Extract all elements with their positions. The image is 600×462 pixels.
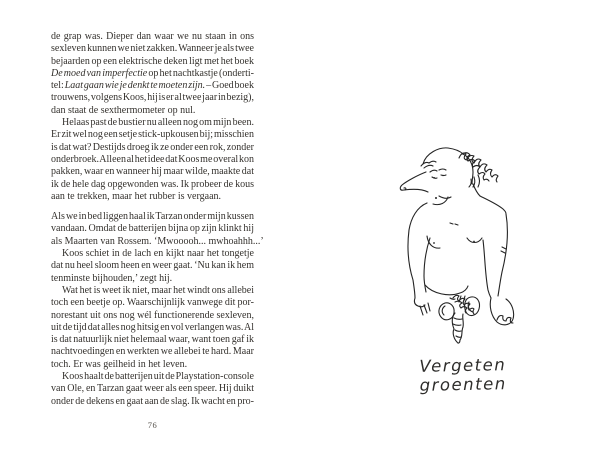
- text-line: sexleven kunnen we niet zakken. Wanneer je als twee: [51, 43, 254, 55]
- text-line: dat nu heel sloom heen en weer gaat. ‘Nu kan ik hem: [51, 260, 254, 272]
- man-with-carrot-drawing: [395, 146, 530, 346]
- right-hand: [490, 298, 513, 325]
- text-line: tel: Laat gaan wie je denkt te moeten zijn. – Goed boek: [51, 80, 254, 92]
- text-line: toch een beetje op. Waarschijnlijk vanwege dit por-: [51, 297, 254, 309]
- figure-caption: Vergeten groenten: [419, 355, 507, 395]
- text-line: van Ole, en Tarzan gaat weer als een speer. Hij duikt: [51, 383, 254, 395]
- text-line: De moed van imperfectie op het nachtkastje (onderti-: [51, 67, 254, 79]
- text-line: Koos schiet in de lach en kijkt naar het tongetje: [62, 248, 254, 260]
- right-arm: [480, 196, 506, 214]
- page-number: 76: [147, 420, 158, 430]
- left-hand: [414, 298, 430, 315]
- text-line: is dat wat? Destijds droeg ik ze onder een rok, zonder: [51, 141, 254, 153]
- text-line: Er zit wel nog een setje stick-upkousen bij; misschien: [51, 129, 254, 141]
- text-line: onder de dekens en gaat aan de slag. Ik wacht en pro-: [51, 395, 254, 407]
- text-line: tenminste bijhouden,’ zegt hij.: [51, 272, 173, 284]
- text-line: is dat natuurlijk niet helemaal waar, want toen gaf ik: [51, 334, 254, 346]
- text-line: norestant uit ons nog wél functionerende sexleven,: [51, 309, 254, 321]
- head-outline: [423, 148, 463, 164]
- text-line: de grap was. Dieper dan waar we nu staan in ons: [51, 31, 254, 42]
- left-page-text: [51, 31, 264, 408]
- text-line: toch. Er was geilheid in het leven.: [51, 358, 188, 370]
- text-line: nachtvoedingen en werkten we allebei te hard. Maar: [51, 346, 254, 358]
- text-line: Als we in bed liggen haal ik Tarzan onder mijn kussen: [51, 211, 254, 223]
- text-line: trouwens, volgens Koos, hij is er al twee jaar in bezig),: [51, 92, 254, 104]
- nose: [400, 172, 426, 190]
- text-line: Helaas past de bustier nu alleen nog om mijn been.: [62, 117, 254, 129]
- text-line: Wat het is weet ik niet, maar het windt ons allebei: [62, 284, 254, 296]
- text-line: onderbroek. Alleen al het idee dat Koos me overal kon: [51, 153, 254, 165]
- belly: [425, 285, 468, 295]
- text-line: uit de tijd dat alles nog hitsig en vol verlangen was. Al: [51, 321, 254, 333]
- text-line: ik de hele dag opgewonden was. Ik probeer de kous: [51, 178, 254, 190]
- text-line: dan staat de sexthermometer op nul.: [51, 104, 196, 116]
- text-line: Koos haalt de batterijen uit de Playstation-console: [62, 371, 254, 383]
- text-line: als Maarten van Rossem. ‘Mwooooh... mwhoahhh...’: [51, 235, 264, 247]
- text-line: vandaan. Omdat de batterijen bijna op zijn klinkt hij: [51, 223, 254, 235]
- text-line: pakken, waar en wanneer hij maar wilde, maakte dat: [51, 166, 254, 178]
- bulb-right: [465, 297, 480, 316]
- eyes: [430, 169, 446, 178]
- text-line: bejaarden op een elektrische deken ligt met het boek: [51, 55, 254, 67]
- bulb-left: [439, 303, 454, 320]
- text-line: aan te trekken, maar het rubber is vergaan.: [51, 190, 222, 202]
